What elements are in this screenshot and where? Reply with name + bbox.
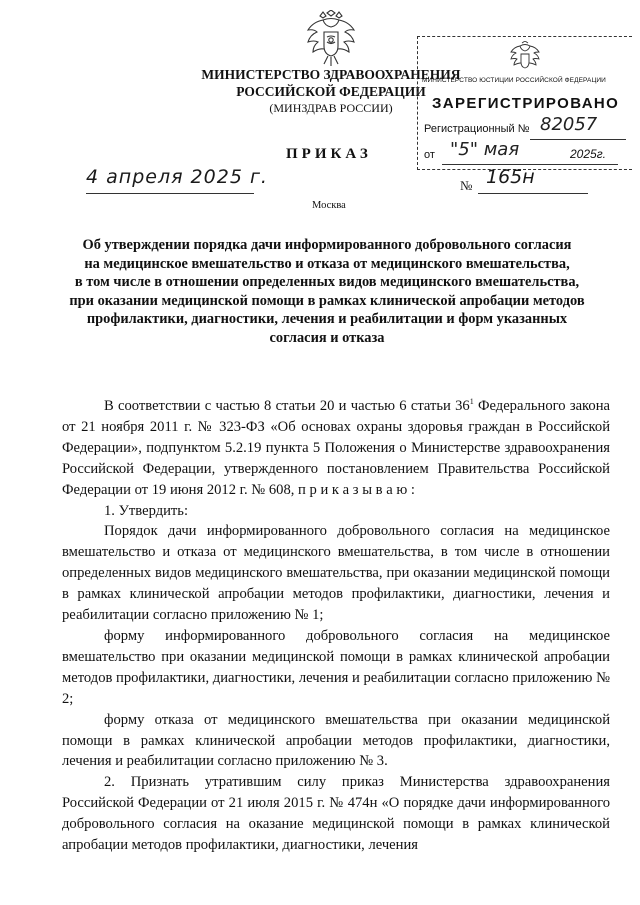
document-heading [62,236,592,347]
document-body [62,396,610,856]
stamp-authority: МИНИСТЕРСТВО ЮСТИЦИИ РОССИЙСКОЙ ФЕДЕРАЦИИ [422,77,606,84]
body-paragraph-3: Порядок дачи информированного добровольного согласия на медицинское вмешательство и отказа от медицинского вмешательства, в том числе в отношении определенных видов медицинского вмешательства, при оказании медицинской помощи в рамках клинической апробации методов профилактики, диагностики, лечения и реабилитации согласно приложению № 1; [62,523,610,624]
heading-line: Об утверждении порядка дачи информированного добровольного согласия [82,237,572,253]
order-number-underline [478,193,588,194]
heading-line: на медицинское вмешательство и отказа от медицинского вмешательства, [84,255,570,272]
body-paragraph-4: форму информированного добровольного согласия на медицинское вмешательство при оказании медицинской помощи в рамках клинической апробации методов профилактики, диагностики, лечения и реабилитации согласно приложению № 2; [62,627,610,707]
stamp-reg-label: Регистрационный № [424,123,530,135]
order-date: 4 апреля 2025 г. [86,166,268,188]
stamp-registration-line [424,114,598,135]
order-city: Москва [312,200,346,211]
ministry-name-line2: РОССИЙСКОЙ ФЕДЕРАЦИИ [236,84,426,99]
order-title: ПРИКАЗ [286,146,372,162]
stamp-year: 2025г. [570,147,606,161]
body-paragraph-6: 2. Признать утратившим силу приказ Министерства здравоохранения Российской Федерации от 21 июля 2015 г. № 474н «О порядке дачи информированного добровольного согласия на оказание медицинской помощи в рамках клинической апробации методов профилактики, диагностики, лечения [62,774,610,854]
order-number-label: № [460,178,473,193]
coat-of-arms-icon [306,10,356,68]
heading-line: профилактики, диагностики, лечения и реабилитации и форм указанных [86,311,568,327]
stamp-number-underline [530,139,626,140]
registration-stamp [417,36,632,170]
heading-line: в том числе в отношении определенных видов медицинского вмешательства, [74,274,580,290]
stamp-reg-number: 82057 [540,114,598,135]
body-paragraph-5: форму отказа от медицинского вмешательства при оказании медицинской помощи в рамках клинической апробации методов профилактики, диагностики, лечения и реабилитации согласно приложению № 3. [62,711,610,770]
heading-line: согласия и отказа [269,329,385,346]
stamp-date-prefix: от [424,149,435,161]
order-date-underline [86,193,254,194]
superscript-index: 1 [469,397,474,407]
stamp-coat-of-arms-icon [510,41,540,73]
order-number: 165н [486,166,535,188]
stamp-date-value: "5" мая [450,139,520,160]
stamp-date-underline [442,164,618,165]
paragraph-text: В соответствии с частью 8 статьи 20 и частью 6 статьи 36 [104,398,470,414]
paragraph-text: Федерального закона от 21 ноября 2011 г. № 323-ФЗ «Об основах охраны здоровья граждан в Российской Федерации», подпунктом 5.2.19 пункта 5 Положения о Министерстве здравоохранения Российской Федерации, утвержденного постановлением Правительства Российской Федерации от 19 июня 2012 г. № 608, п р и к а з ы в а ю : [62,398,610,498]
body-paragraph-2: 1. Утвердить: [104,502,189,519]
heading-line: при оказании медицинской помощи в рамках клинической апробации методов [69,292,585,309]
ministry-name-line1: МИНИСТЕРСТВО ЗДРАВООХРАНЕНИЯ [201,67,461,82]
ministry-short-name: (МИНЗДРАВ РОССИИ) [269,101,393,115]
body-paragraph-1 [62,396,610,501]
stamp-status: ЗАРЕГИСТРИРОВАНО [432,95,620,112]
